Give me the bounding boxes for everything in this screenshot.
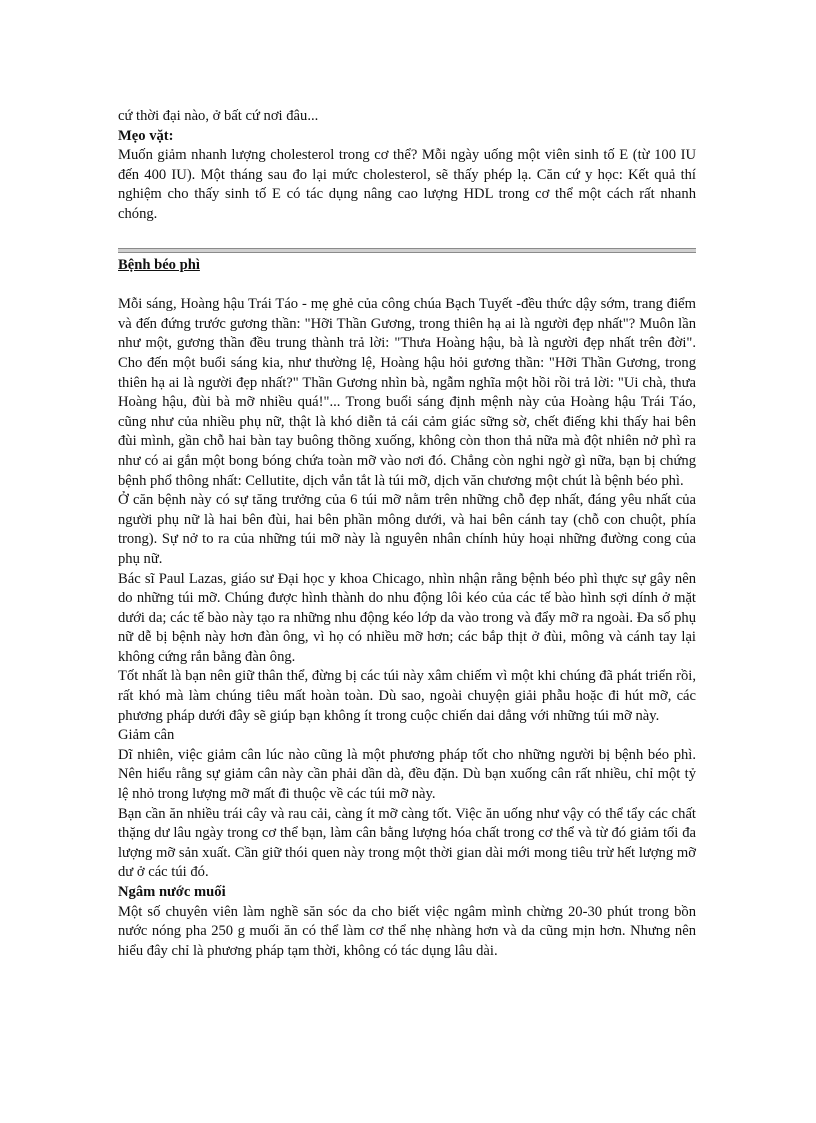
paragraph: Tốt nhất là bạn nên giữ thân thể, đừng bị các túi này xâm chiếm vì một khi chúng đã phát triển rồi, rất khó mà làm chúng tiêu mất hoàn toàn. Dù sao, ngoài chuyện giải phẫu hoặc đi hút mỡ, các phương pháp dưới đây sẽ giúp bạn không ít trong cuộc chiến dai dẳng với những túi mỡ này. (118, 668, 696, 724)
paragraph: Bạn cần ăn nhiều trái cây và rau cải, càng ít mỡ càng tốt. Việc ăn uống như vậy có thể tẩy các chất thặng dư lâu ngày trong cơ thể bạn, làm cân bằng lượng hóa chất trong cơ thể và từ đó giảm tối đa lượng mỡ sản xuất. Cần giữ thói quen này trong một thời gian dài mới mong tiêu trừ hết lượng mỡ dư ở các túi đó. (118, 805, 696, 881)
top-block (118, 107, 696, 225)
paragraph: Một số chuyên viên làm nghề săn sóc da cho biết việc ngâm mình chừng 20-30 phút trong bồn nước nóng pha 250 g muối ăn có thể làm cơ thể nhẹ nhàng hơn và da cũng mịn hơn. Nhưng nên hiểu đây chỉ là phương pháp tạm thời, không có tác dụng lâu dài. (118, 903, 696, 959)
horizontal-rule (118, 248, 696, 253)
subheading-weight-loss: Giảm cân (118, 727, 175, 744)
blank-line (118, 276, 696, 296)
paragraph: Dĩ nhiên, việc giảm cân lúc nào cũng là một phương pháp tốt cho những người bị bệnh béo phì. Nên hiểu rằng sự giảm cân này cần phải dần dà, đều đặn. Dù bạn xuống cân rất nhiều, chỉ một tỷ lệ nhỏ trong lượng mỡ mất đi thuộc về các túi mỡ này. (118, 746, 696, 803)
tips-heading: Mẹo vặt: (118, 127, 174, 144)
paragraph: Ở căn bệnh này có sự tăng trưởng của 6 túi mỡ nằm trên những chỗ đẹp nhất, đáng yêu nhất của người phụ nữ là hai bên đùi, hai bên phần mông dưới, và hai bên cánh tay (chỗ con chuột, phía trong). Sự nở to ra của những túi mỡ này là nguyên nhân chính hủy hoại những đường cong của phụ nữ. (118, 492, 696, 567)
subheading-salt-bath: Ngâm nước muối (118, 884, 226, 900)
intro-line: cứ thời đại nào, ở bất cứ nơi đâu... (118, 108, 319, 124)
paragraph: Bác sĩ Paul Lazas, giáo sư Đại học y khoa Chicago, nhìn nhận rằng bệnh béo phì thực sự gây nên do những túi mỡ. Chúng được hình thành do nhu động lôi kéo của các tế bào hình sợi dính ở mặt dưới da; các tế bào này tạo ra những nhu động kéo lớp da vào trong và đẩy mỡ ra ngoài. Đa số phụ nữ dễ bị bệnh này hơn đàn ông, vì họ có nhiều mỡ hơn; các bắp thịt ở đùi, mông và cánh tay lại không cứng rắn bằng đàn ông. (118, 570, 696, 665)
main-article (118, 256, 696, 961)
section-title: Bệnh béo phì (118, 257, 200, 273)
tips-paragraph: Muốn giảm nhanh lượng cholesterol trong cơ thể? Mỗi ngày uống một viên sinh tố E (từ 100 IU đến 400 IU). Một tháng sau đo lại mức cholesterol, sẽ thấy phép lạ. Căn cứ y học: Kết quả thí nghiệm cho thấy sinh tố E có tác dụng nâng cao lượng HDL trong cơ thể một cách rất nhanh chóng. (118, 147, 696, 222)
paragraph: Mỗi sáng, Hoàng hậu Trái Táo - mẹ ghẻ của công chúa Bạch Tuyết -đều thức dậy sớm, trang điểm và đến đứng trước gương thần: "Hỡi Thần Gương, trong thiên hạ ai là người đẹp nhất"? Muôn lần như một, gương thần đều trung thành trả lời: "Thưa Hoàng hậu, bà là người đẹp nhất trên đời". Cho đến một buổi sáng kia, như thường lệ, Hoàng hậu hỏi gương thần: "Hỡi Thần Gương, trong thiên hạ ai là người đẹp nhất?" Thần Gương nhìn bà, ngẫm nghĩa một hồi rồi trả lời: "Ui chà, thưa Hoàng hậu, đùi bà mỡ nhiều quá!"... Trong buổi sáng định mệnh này của Hoàng hậu Trái Táo, cũng như của nhiều phụ nữ, thật là khó diễn tả cái cảm giác sững sờ, chết điếng khi thấy hai bên đùi mình, gần chỗ hai bàn tay buông thõng xuống, không còn thon thả nữa mà đột nhiên nở phì ra như có ai gắn một bong bóng chứa toàn mỡ vào nơi đó. Chẳng còn nghi ngờ gì nữa, bạn bị chứng bệnh phổ thông nhất: Cellutite, dịch vắn tắt là túi mỡ, dịch văn chương một chút là bệnh béo phì. (118, 296, 696, 489)
